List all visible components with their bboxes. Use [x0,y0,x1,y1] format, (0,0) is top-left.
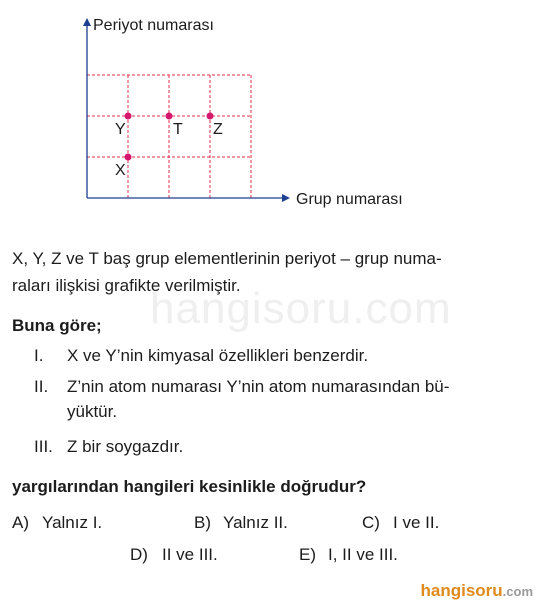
statement-text: Z’nin atom numarası Y’nin atom numarasından bü- [67,377,450,396]
data-point-z [207,113,214,120]
statement-text: X ve Y’nin kimyasal özellikleri benzerdir. [67,346,369,365]
option-letter: E) [299,545,316,564]
point-label-x: X [115,162,126,179]
brand-logo [420,581,533,601]
option-text: II ve III. [162,545,218,564]
y-axis-label: Periyot numarası [93,17,214,34]
data-point-x [125,154,132,161]
option-text: I ve II. [393,513,440,532]
question-lead: Buna göre; [12,316,102,335]
statement-number: I. [34,346,44,365]
point-label-y: Y [115,121,126,138]
point-label-z: Z [213,121,223,138]
period-group-chart [0,0,537,215]
statement-number: II. [34,377,49,396]
statement-text: Z bir soygazdır. [67,437,184,456]
option-text: Yalnız I. [42,513,103,532]
question-prompt: yargılarından hangileri kesinlikle doğrudur? [12,477,367,496]
option-text: I, II ve III. [328,545,398,564]
question-stem-line2: raları ilişkisi grafikte verilmiştir. [12,276,241,295]
option-letter: C) [362,513,380,532]
brand-name: hangisoru [420,581,503,600]
data-point-y [125,113,132,120]
watermark: hangisoru.com [150,284,452,333]
point-label-t: T [173,121,183,138]
x-axis-label: Grup numarası [296,191,403,208]
option-text: Yalnız II. [223,513,288,532]
question-stem-line1: X, Y, Z ve T baş grup elementlerinin periyot – grup numa- [12,249,442,268]
x-axis-arrow-icon [282,194,290,202]
data-point-t [166,113,173,120]
statement-number: III. [34,437,53,456]
option-letter: D) [130,545,148,564]
option-letter: A) [12,513,29,532]
statement-text-cont: yüktür. [67,402,118,421]
y-axis-arrow-icon [83,18,91,26]
option-letter: B) [194,513,211,532]
brand-suffix: .com [502,584,533,599]
